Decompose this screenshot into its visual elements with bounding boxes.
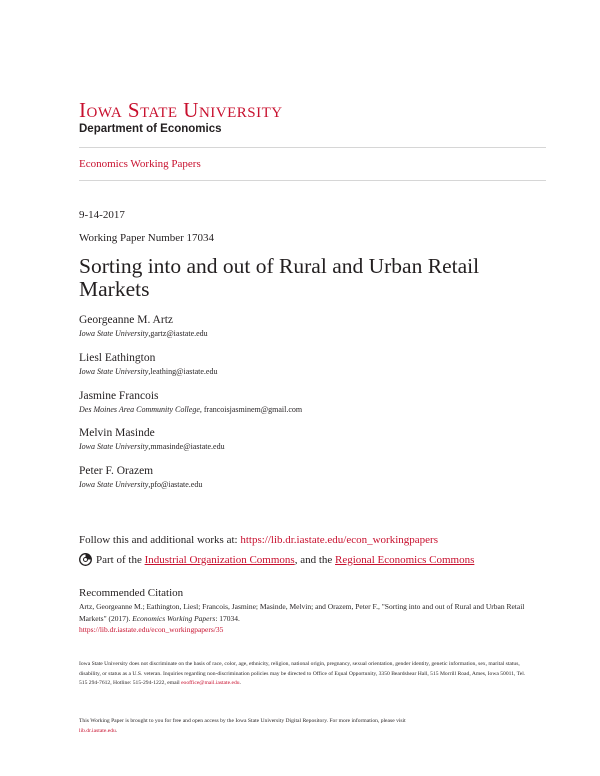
author-name: Jasmine Francois: [79, 390, 159, 402]
paper-title: Sorting into and out of Rural and Urban Retail Markets: [79, 254, 480, 301]
divider: [79, 147, 546, 148]
author-entry: [79, 351, 549, 378]
author-email: ,mmasinde@iastate.edu: [148, 442, 225, 451]
follow-line: [79, 534, 438, 546]
publication-date: 9-14-2017: [79, 209, 125, 221]
access-notice: [79, 717, 529, 736]
industrial-organization-commons-link[interactable]: Industrial Organization Commons: [144, 553, 295, 566]
author-email: ,pfo@iastate.edu: [148, 480, 203, 489]
citation-text: Artz, Georgeanne M.; Eathington, Liesl; Francois, Jasmine; Masinde, Melvin; and Orazem, Peter F., "Sorting into and out of Rural and Urban Retail Markets" (2017).: [79, 602, 525, 623]
author-institution: Iowa State University: [79, 367, 149, 376]
access-text: This Working Paper is brought to you for free and open access by the Iowa State University Digital Repository. For more information, please visit: [79, 718, 406, 724]
citation-link[interactable]: https://lib.dr.iastate.edu/econ_workingpapers/35: [79, 625, 224, 634]
department-name: Department of Economics: [79, 123, 222, 135]
follow-text: Follow this and additional works at:: [79, 534, 241, 546]
author-email: ,leathing@iastate.edu: [148, 367, 218, 376]
notice-end: .: [239, 680, 241, 686]
repository-link[interactable]: lib.dr.iastate.edu: [79, 727, 116, 734]
citation-journal: Economics Working Papers: [132, 613, 216, 623]
part-of-line: [79, 553, 474, 566]
author-institution: Iowa State University: [79, 442, 149, 451]
author-entry: [79, 389, 549, 416]
author-institution: Des Moines Area Community College: [79, 405, 200, 414]
recommended-citation-heading: Recommended Citation: [79, 587, 184, 599]
notice-text: Iowa State University does not discriminate on the basis of race, color, age, ethnicity, religion, national origin, pregnancy, sexual orientation, gender identity, genetic information, sex, marital status, disability, or status as a U.S. veteran. Inquiries regarding non-discrimination policies may be directed to Office of Equal Opportunity, 3350 Beardshear Hall, 515 Morrill Road, Ames, Iowa 50011, Tel. 515 294-7612, Hotline: 515-294-1222, email: [79, 661, 526, 686]
part-of-middle: , and the: [294, 553, 333, 566]
working-paper-number: Working Paper Number 17034: [79, 232, 215, 244]
regional-economics-commons-link[interactable]: Regional Economics Commons: [335, 553, 475, 566]
part-of-prefix: Part of the: [96, 553, 142, 566]
author-email: ,gartz@iastate.edu: [148, 329, 208, 338]
access-end: .: [115, 727, 118, 734]
divider: [79, 180, 546, 181]
commons-network-icon: [79, 553, 92, 566]
author-name: Liesl Eathington: [79, 352, 156, 364]
author-institution: Iowa State University: [79, 329, 149, 338]
author-entry: [79, 313, 549, 340]
author-name: Georgeanne M. Artz: [79, 314, 173, 326]
contact-email-link[interactable]: eooffice@mail.iastate.edu: [181, 680, 240, 686]
nondiscrimination-notice: [79, 660, 529, 689]
author-entry: [79, 464, 549, 491]
author-name: Peter F. Orazem: [79, 465, 154, 477]
author-name: Melvin Masinde: [79, 427, 155, 439]
collection-link[interactable]: https://lib.dr.iastate.edu/econ_workingpapers: [240, 534, 438, 546]
university-logo: Iowa State University: [79, 98, 283, 122]
recommended-citation: [79, 601, 549, 636]
series-link[interactable]: Economics Working Papers: [79, 158, 201, 170]
citation-number: : 17034.: [215, 613, 240, 623]
author-institution: Iowa State University: [79, 480, 149, 489]
author-entry: [79, 426, 549, 453]
author-email: , francoisjasminem@gmail.com: [199, 405, 303, 414]
